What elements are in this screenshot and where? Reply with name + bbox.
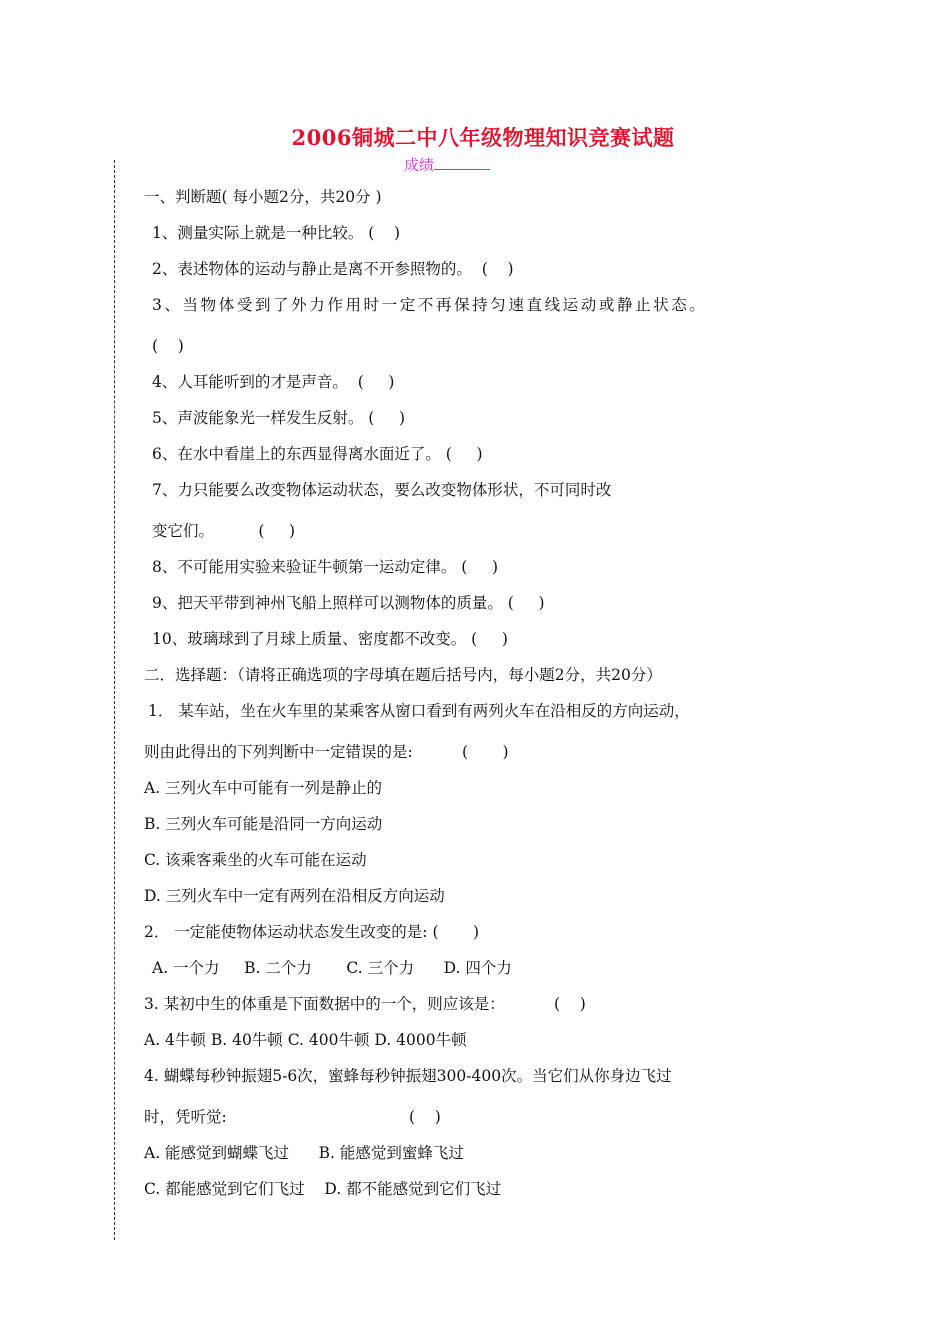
- mc-q2-options: A. 一个力 B. 二个力 C. 三个力 D. 四个力: [152, 959, 512, 977]
- mc-q3-options: A. 4牛顿 B. 40牛顿 C. 400牛顿 D. 4000牛顿: [144, 1031, 467, 1049]
- exam-title: 2006铜城二中八年级物理知识竞赛试题: [291, 125, 675, 150]
- mc-q3: 3. 某初中生的体重是下面数据中的一个，则应该是： ( ): [144, 995, 586, 1013]
- tf-item-7: 7、力只能要么改变物体运动状态，要么改变物体形状，不可同时改: [152, 481, 612, 499]
- section2-heading: 二．选择题：（请将正确选项的字母填在题后括号内，每小题2分，共20分）: [144, 666, 662, 684]
- tf-item-4: 4、人耳能听到的才是声音。 ( ): [152, 373, 395, 391]
- tf-item-3: 3、当物体受到了外力作用时一定不再保持匀速直线运动或静止状态。: [152, 296, 708, 314]
- mc-q1-cont: 则由此得出的下列判断中一定错误的是: ( ): [144, 743, 509, 761]
- binding-margin-line: [114, 160, 115, 1240]
- tf-item-7-cont: 变它们。 ( ): [152, 522, 296, 540]
- mc-q2: 2． 一定能使物体运动状态发生改变的是: ( ): [144, 923, 480, 941]
- mc-q1: 1． 某车站，坐在火车里的某乘客从窗口看到有两列火车在沿相反的方向运动，: [148, 702, 690, 720]
- score-blank: [434, 155, 490, 170]
- tf-item-9: 9、把天平带到神州飞船上照样可以测物体的质量。 ( ): [152, 594, 545, 612]
- mc-q4-options-cd: C. 都能感觉到它们飞过 D. 都不能感觉到它们飞过: [144, 1180, 502, 1198]
- tf-item-3-bracket: ( ): [152, 337, 184, 355]
- section1-heading: 一、判断题( 每小题2分，共20分 ): [144, 188, 382, 206]
- score-label: 成绩: [404, 156, 435, 174]
- score-field: [404, 154, 490, 175]
- tf-item-1: 1、测量实际上就是一种比较。 ( ): [152, 224, 401, 242]
- mc-q4-cont: 时，凭听觉: ( ): [144, 1108, 441, 1126]
- tf-item-2: 2、表述物体的运动与静止是离不开参照物的。 ( ): [152, 260, 514, 278]
- mc-q1-option-b: B. 三列火车可能是沿同一方向运动: [144, 815, 383, 833]
- tf-item-6: 6、在水中看崖上的东西显得离水面近了。 ( ): [152, 445, 483, 463]
- mc-q4: 4. 蝴蝶每秒钟振翅5-6次，蜜蜂每秒钟振翅300-400次。当它们从你身边飞过: [144, 1067, 672, 1085]
- tf-item-5: 5、声波能象光一样发生反射。 ( ): [152, 409, 406, 427]
- mc-q1-option-a: A. 三列火车中可能有一列是静止的: [144, 779, 383, 797]
- mc-q4-options-ab: A. 能感觉到蝴蝶飞过 B. 能感觉到蜜蜂飞过: [144, 1144, 464, 1162]
- mc-q1-option-c: C. 该乘客乘坐的火车可能在运动: [144, 851, 367, 869]
- mc-q1-option-d: D. 三列火车中一定有两列在沿相反方向运动: [144, 887, 445, 905]
- tf-item-10: 10、玻璃球到了月球上质量、密度都不改变。 ( ): [152, 630, 508, 648]
- tf-item-8: 8、不可能用实验来验证牛顿第一运动定律。 ( ): [152, 558, 499, 576]
